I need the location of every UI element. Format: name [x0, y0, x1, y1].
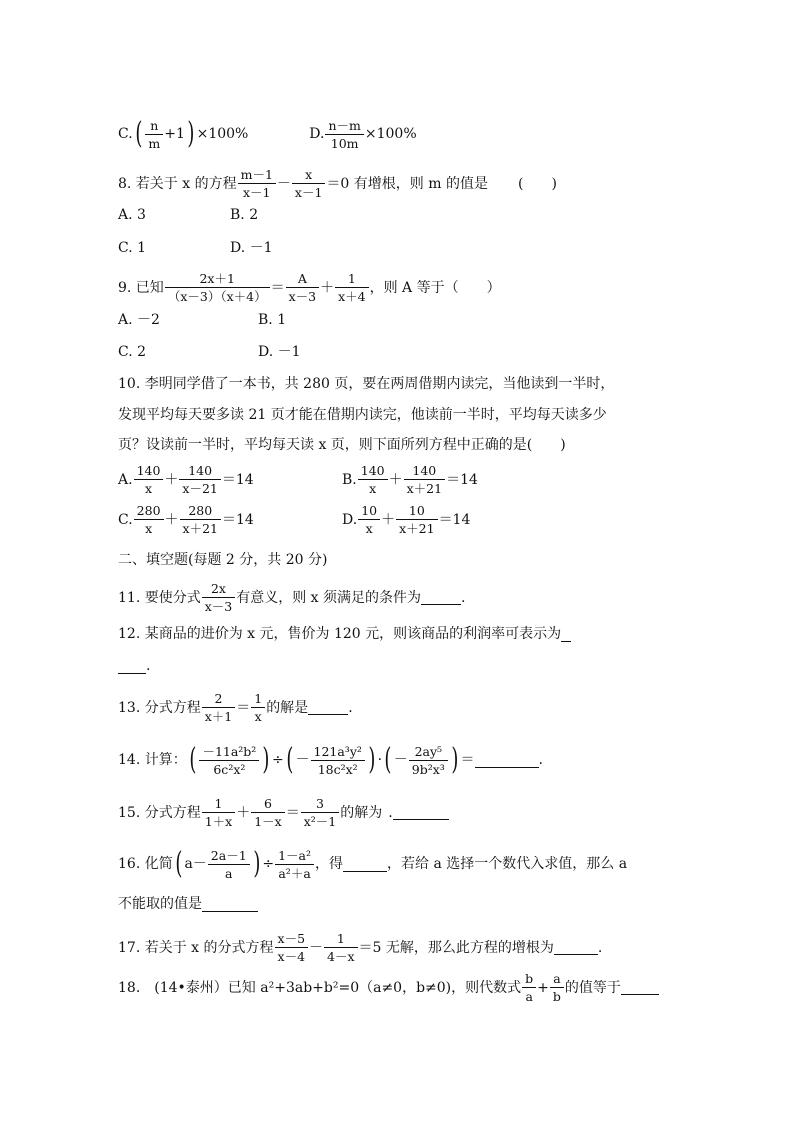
- answer-blank[interactable]: [561, 627, 571, 642]
- q8-options-row2: C. 1 D. －1: [118, 240, 273, 256]
- question-16: 16. 化简( a－ $\frac{2a-1}{a}$ ) ÷ $\frac{\text{1－a²}}{\text{a²＋a}}$ ，得 ，若给 a 选择一个数代入求值，那么 a: [118, 846, 628, 881]
- q10-options-row1: [118, 462, 478, 497]
- question-9: 9. 已知 $\frac{2x+1}{(x-3)(x+4)}$ ＝ $\frac{A}{x-3}$ ＋ $\frac{1}{x+4}$ ，则 A 等于（ ）: [118, 271, 501, 304]
- fraction: $\frac{n}{m}$: [145, 117, 163, 152]
- question-8: 8. 若关于 x 的方程 $\frac{m-1}{x-1}$ － $\frac{x}{x-1}$ ＝0 有增根，则 m 的值是 ( ): [118, 167, 557, 200]
- answer-blank[interactable]: [421, 590, 461, 605]
- fraction: $\frac{\text{2ay⁵}}{\text{9b²x³}}$: [409, 743, 448, 778]
- answer-blank[interactable]: [118, 659, 146, 674]
- q10-options-row2: [118, 502, 470, 537]
- question-18: 18. (14•泰州）已知 a²+3ab+b²=0（a≠0，b≠0)，则代数式 $\frac{b}{a}$ + $\frac{a}{b}$ 的值等于: [118, 970, 659, 1005]
- q10-option-b: B. $\frac{140}{x}$ ＋ $\frac{140}{x+21}$ ＝14: [342, 463, 478, 496]
- fraction: $\frac{a}{b}$: [550, 970, 564, 1005]
- fraction: $\frac{2x}{x-3}$: [202, 580, 236, 615]
- q10-option-a: A. $\frac{140}{x}$ ＋ $\frac{140}{x-21}$ ＝14: [118, 463, 254, 496]
- fraction: $\frac{1}{4-x}$: [324, 930, 358, 965]
- fraction: $\frac{3}{\text{x²－1}}$: [301, 795, 340, 830]
- question-15: 15. 分式方程 $\frac{1}{1+x}$ ＋ $\frac{6}{1-x}$ ＝ $\frac{3}{\text{x²－1}}$ 的解为 .: [118, 795, 449, 830]
- question-14: 14. 计算：( $\frac{\text{－11a²b²}}{\text{6c²x²}}$ ) ÷( － $\frac{\text{121a³y²}}{\text{18c²x²}}$ ) ·( － $\frac{\text{2ay⁵}}{\text{9b²x³}}$ ) ＝ .: [118, 742, 543, 777]
- answer-blank[interactable]: [475, 753, 539, 768]
- q10-line-1: 10. 李明同学借了一本书，共 280 页，要在两周借期内读完，当他读到一半时，: [118, 376, 615, 392]
- fraction: $\frac{1}{1+x}$: [202, 795, 236, 830]
- fraction: $\frac{\text{－11a²b²}}{\text{6c²x²}}$: [199, 743, 259, 778]
- answer-blank[interactable]: [621, 980, 659, 995]
- fraction: $\frac{m-1}{x-1}$: [238, 166, 276, 201]
- answer-blank[interactable]: [202, 897, 258, 912]
- q10-line-2: 发现平均每天要多读 21 页才能在借期内读完，他读前一半时，平均每天读多少: [118, 407, 607, 423]
- fraction: $\frac{n-m}{10m}$: [325, 117, 363, 152]
- question-12: 12. 某商品的进价为 x 元，售价为 120 元，则该商品的利润率可表示为: [118, 624, 571, 644]
- q8-options-row1: A. 3 B. 2: [118, 207, 259, 223]
- left-paren: (: [135, 116, 143, 151]
- q12-line-2: .: [118, 656, 150, 676]
- section-heading: 二、填空题(每题 2 分，共 20 分): [118, 552, 328, 568]
- q10-option-d: D. $\frac{10}{x}$ ＋ $\frac{10}{x+21}$ ＝14: [342, 503, 471, 536]
- fraction: $\frac{1}{x+4}$: [335, 270, 369, 305]
- q9-options-row1: A. －2 B. 1: [118, 312, 287, 328]
- fraction: $\frac{1}{x}$: [251, 690, 265, 725]
- q10-option-c: C. $\frac{280}{x}$ ＋ $\frac{280}{x+21}$ ＝14: [118, 503, 254, 536]
- q10-line-3: 页？设读前一半时，平均每天读 x 页，则下面所列方程中正确的是( ): [118, 437, 566, 453]
- question-17: 17. 若关于 x 的分式方程 $\frac{x-5}{x-4}$ － $\frac{1}{4-x}$ ＝5 无解，那么此方程的增根为 .: [118, 931, 603, 964]
- q9-options-row2: C. 2 D. －1: [118, 344, 301, 360]
- right-paren: ): [187, 116, 195, 151]
- fraction: $\frac{A}{x-3}$: [286, 270, 320, 305]
- q7-options: [118, 116, 417, 152]
- fraction: $\frac{\text{121a³y²}}{\text{18c²x²}}$: [311, 743, 365, 778]
- fraction: $\frac{2x+1}{(x-3)(x+4)}$: [165, 270, 270, 305]
- answer-blank[interactable]: [393, 805, 449, 820]
- fraction: $\frac{\text{1－a²}}{\text{a²＋a}}$: [275, 847, 314, 882]
- q7-option-c: C.( $\frac{n}{m}$ +1) ×100%: [118, 116, 249, 151]
- answer-blank[interactable]: [554, 940, 598, 955]
- fraction: $\frac{x-5}{x-4}$: [275, 930, 309, 965]
- q16-line-2: 不能取的值是: [118, 894, 258, 914]
- fraction: $\frac{2a-1}{a}$: [208, 847, 250, 882]
- question-11: 11. 要使分式 $\frac{2x}{x-3}$ 有意义，则 x 须满足的条件为 .: [118, 581, 466, 614]
- fraction: $\frac{b}{a}$: [522, 970, 536, 1005]
- answer-blank[interactable]: [308, 700, 348, 715]
- q7-option-d: D. $\frac{n-m}{10m}$ ×100%: [309, 117, 417, 151]
- question-13: 13. 分式方程 $\frac{2}{x+1}$ ＝ $\frac{1}{x}$ 的解是 .: [118, 691, 353, 724]
- fraction: $\frac{x}{x-1}$: [292, 166, 326, 201]
- fraction: $\frac{2}{x+1}$: [202, 690, 236, 725]
- fraction: $\frac{6}{1-x}$: [251, 795, 285, 830]
- answer-blank[interactable]: [343, 857, 387, 872]
